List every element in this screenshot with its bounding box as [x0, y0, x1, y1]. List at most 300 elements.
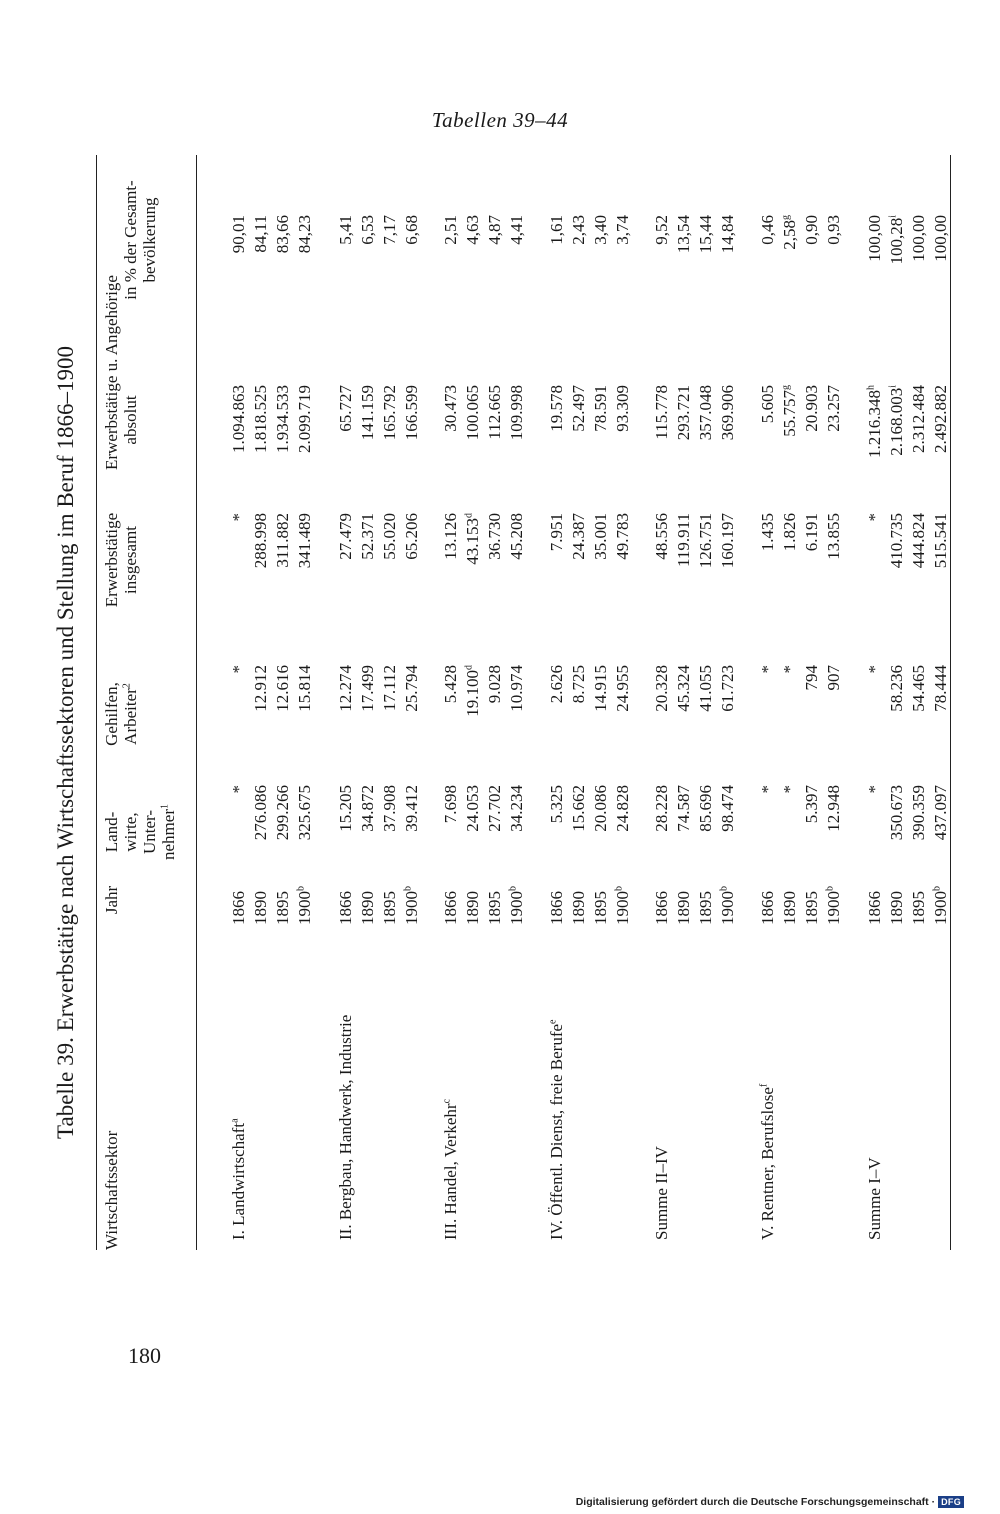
- cell-year-value: 1890: [887, 891, 906, 925]
- cell-year-value: 1900: [507, 891, 526, 925]
- cell-abs-value: 369.906: [718, 385, 737, 441]
- cell-geh-value: 20.328: [652, 665, 671, 712]
- cell-year: [651, 891, 673, 925]
- cell-year-value: 1866: [547, 891, 566, 925]
- table-row: [908, 155, 930, 1330]
- cell-abs-value: 23.257: [824, 385, 843, 432]
- cell-geh: [484, 665, 506, 703]
- cell-pct: [440, 215, 462, 245]
- cell-pct: [673, 215, 695, 253]
- cell-erw-value: 48.556: [652, 513, 671, 560]
- sector-label-text: IV. Öffentl. Dienst, freie Berufe: [547, 1023, 566, 1240]
- cell-abs-footnote: i: [887, 385, 899, 388]
- cell-land-value: 276.086: [251, 785, 270, 841]
- cell-land: [590, 785, 612, 832]
- cell-geh-value: 58.236: [887, 665, 906, 712]
- cell-year-footnote: b: [295, 886, 307, 891]
- cell-pct: [864, 215, 886, 262]
- cell-year: [484, 891, 506, 925]
- cell-year-value: 1895: [591, 891, 610, 925]
- cell-erw: [590, 513, 612, 560]
- header-gehilfen-line1: Gehilfen,: [102, 682, 121, 746]
- cell-geh: [801, 665, 823, 691]
- cell-geh-value: 12.274: [336, 665, 355, 712]
- cell-geh: [673, 665, 695, 712]
- rotated-table: [46, 155, 956, 1330]
- table-row: [484, 155, 506, 1330]
- sector-label-text: Summe I–V: [865, 1157, 884, 1240]
- cell-year: [568, 891, 590, 925]
- table-row: [440, 155, 462, 1330]
- cell-pct-value: 2,58: [780, 220, 799, 250]
- cell-land-value: 15.662: [569, 785, 588, 832]
- cell-abs: [779, 385, 801, 437]
- cell-year: [779, 891, 801, 925]
- cell-abs-value: 100.065: [463, 385, 482, 441]
- cell-abs: [695, 385, 717, 440]
- cell-land-value: *: [758, 785, 777, 794]
- cell-erw: [864, 513, 886, 522]
- cell-year-value: 1900: [824, 891, 843, 925]
- cell-geh-value: *: [758, 665, 777, 674]
- cell-abs: [506, 385, 528, 440]
- sector-footnote: f: [758, 1083, 770, 1088]
- cell-pct: [801, 215, 823, 245]
- cell-erw: [779, 513, 801, 551]
- cell-pct: [484, 215, 506, 245]
- cell-erw-value: 13.855: [824, 513, 843, 560]
- cell-pct: [612, 215, 634, 245]
- table-row: [757, 155, 779, 1330]
- cell-geh: [612, 665, 634, 712]
- cell-abs-value: 52.497: [569, 385, 588, 432]
- cell-erw-value: 444.824: [909, 513, 928, 569]
- cell-geh: [401, 665, 423, 712]
- cell-land-value: 24.828: [613, 785, 632, 832]
- cell-year-value: 1900: [613, 891, 632, 925]
- cell-land: [612, 785, 634, 832]
- sector-label-text: V. Rentner, Berufslose: [758, 1087, 777, 1240]
- cell-geh-value: 78.444: [931, 665, 950, 712]
- cell-abs-value: 166.599: [402, 385, 421, 441]
- table-title: Tabelle 39. Erwerbstätige nach Wirtschaftssektoren und Stellung im Beruf 1866–1900: [53, 346, 78, 1139]
- cell-year: [930, 886, 952, 925]
- cell-abs-value: 30.473: [441, 385, 460, 432]
- cell-geh: [228, 665, 250, 674]
- cell-pct-value: 5,41: [336, 215, 355, 245]
- cell-land-value: 37.908: [380, 785, 399, 832]
- cell-year-footnote: b: [718, 886, 730, 891]
- cell-geh: [272, 665, 294, 712]
- cell-land-value: *: [229, 785, 248, 794]
- cell-erw: [357, 513, 379, 560]
- header-gehilfen-text: Arbeiter: [121, 688, 140, 745]
- table-row: [335, 155, 357, 1330]
- cell-geh: [294, 665, 316, 712]
- cell-abs: [462, 385, 484, 440]
- cell-year-value: 1866: [441, 891, 460, 925]
- cell-year: [864, 891, 886, 925]
- cell-land: [484, 785, 506, 832]
- cell-erw: [612, 513, 634, 560]
- cell-land: [546, 785, 568, 823]
- cell-pct: [462, 215, 484, 245]
- cell-abs: [801, 385, 823, 432]
- cell-erw: [695, 513, 717, 568]
- table-row: [695, 155, 717, 1330]
- header-landwirte-text: nehmer: [159, 809, 178, 860]
- cell-geh: [379, 665, 401, 711]
- header-erwerbstaetige: [102, 495, 140, 625]
- header-landwirte-line4: [159, 782, 178, 882]
- cell-year: [462, 891, 484, 925]
- cell-erw-value: *: [865, 513, 884, 522]
- sector-label-text: III. Handel, Verkehr: [441, 1103, 460, 1240]
- table-row: [546, 155, 568, 1330]
- cell-abs: [612, 385, 634, 432]
- cell-erw: [886, 513, 908, 568]
- cell-geh: [568, 665, 590, 703]
- cell-abs: [335, 385, 357, 432]
- cell-year-value: 1866: [652, 891, 671, 925]
- cell-land: [864, 785, 886, 794]
- header-gehilfen-line2: [121, 654, 140, 774]
- cell-year-value: 1890: [463, 891, 482, 925]
- cell-erw: [250, 513, 272, 568]
- cell-year: [546, 891, 568, 925]
- cell-year-footnote: b: [613, 886, 625, 891]
- cell-pct-value: 6,53: [358, 215, 377, 245]
- cell-year-value: 1895: [802, 891, 821, 925]
- cell-pct-value: 100,00: [865, 215, 884, 262]
- cell-pct: [335, 215, 357, 245]
- cell-pct: [908, 215, 930, 262]
- cell-erw-value: 160.197: [718, 513, 737, 569]
- cell-erw: [546, 513, 568, 551]
- cell-erw: [294, 513, 316, 568]
- cell-pct: [568, 215, 590, 245]
- header-landwirte-line1: Land-: [102, 811, 121, 853]
- table-row: [612, 155, 634, 1330]
- cell-geh-value: *: [865, 665, 884, 674]
- running-head: Tabellen 39–44: [431, 108, 569, 132]
- cell-geh-value: 45.324: [674, 665, 693, 712]
- cell-pct: [546, 215, 568, 245]
- cell-abs-value: 115.778: [652, 385, 671, 440]
- cell-erw: [651, 513, 673, 560]
- cell-geh: [717, 665, 739, 712]
- cell-abs: [673, 385, 695, 440]
- table-row: [717, 155, 739, 1330]
- cell-geh: [250, 665, 272, 712]
- cell-year: [272, 891, 294, 925]
- cell-year: [908, 891, 930, 925]
- cell-abs-value: 1.934.533: [273, 385, 292, 453]
- cell-pct-value: 4,63: [463, 215, 482, 245]
- cell-pct: [401, 215, 423, 245]
- cell-pct: [294, 215, 316, 253]
- cell-erw-value: 27.479: [336, 513, 355, 560]
- cell-pct-value: 4,41: [507, 215, 526, 245]
- cell-abs-footnote: h: [865, 385, 877, 390]
- cell-pct: [823, 215, 845, 245]
- cell-abs-value: 1.818.525: [251, 385, 270, 453]
- cell-erw: [908, 513, 930, 568]
- cell-geh-value: 54.465: [909, 665, 928, 712]
- cell-pct-value: 15,44: [696, 215, 715, 254]
- cell-year-value: 1895: [380, 891, 399, 925]
- cell-year-value: 1890: [780, 891, 799, 925]
- cell-abs-value: 112.665: [485, 385, 504, 440]
- cell-abs-value: 2.312.484: [909, 385, 928, 453]
- cell-pct-value: 0,90: [802, 215, 821, 245]
- cell-erw-value: 13.126: [441, 513, 460, 560]
- cell-abs-value: 165.792: [380, 385, 399, 441]
- header-gehilfen-footnote: 2: [121, 683, 133, 689]
- sector-footnote: c: [441, 1098, 453, 1104]
- cell-abs-value: 65.727: [336, 385, 355, 432]
- cell-year-value: 1895: [485, 891, 504, 925]
- cell-geh: [864, 665, 886, 674]
- cell-abs-value: 93.309: [613, 385, 632, 432]
- cell-geh-value: 5.428: [441, 665, 460, 704]
- cell-geh: [908, 665, 930, 712]
- header-rule: [196, 155, 197, 1250]
- cell-geh: [757, 665, 779, 674]
- cell-geh-value: 9.028: [485, 665, 504, 704]
- cell-land: [357, 785, 379, 832]
- cell-year: [250, 891, 272, 925]
- page-number: 180: [128, 1343, 161, 1368]
- table-row: [801, 155, 823, 1330]
- cell-year-value: 1895: [909, 891, 928, 925]
- cell-geh-value: *: [780, 665, 799, 674]
- cell-geh: [357, 665, 379, 712]
- cell-geh: [440, 665, 462, 703]
- cell-erw: [673, 513, 695, 567]
- cell-year: [357, 891, 379, 925]
- cell-pct-value: 13,54: [674, 215, 693, 254]
- cell-geh-value: 10.974: [507, 665, 526, 712]
- cell-erw-value: 288.998: [251, 513, 270, 569]
- cell-pct-value: 2,43: [569, 215, 588, 245]
- cell-geh: [779, 665, 801, 674]
- cell-erw-value: 515.541: [931, 513, 950, 569]
- table-row: [590, 155, 612, 1330]
- cell-erw-footnote: d: [463, 513, 475, 518]
- cell-geh-footnote: d: [463, 665, 475, 670]
- table-row: [568, 155, 590, 1330]
- cell-abs: [930, 385, 952, 453]
- cell-geh: [695, 665, 717, 712]
- cell-year: [801, 891, 823, 925]
- header-erw-line1: Erwerbstätige: [102, 512, 121, 608]
- cell-year-value: 1900: [402, 891, 421, 925]
- sector-label-text: II. Bergbau, Handwerk, Industrie: [336, 1014, 355, 1240]
- dfg-logo: DFG: [938, 1496, 964, 1508]
- cell-land-value: 24.053: [463, 785, 482, 832]
- cell-year-footnote: b: [931, 886, 943, 891]
- cell-pct-footnote: i: [887, 215, 899, 218]
- cell-pct-value: 3,74: [613, 215, 632, 245]
- sector-label-text: I. Landwirtschaft: [229, 1122, 248, 1240]
- cell-erw: [568, 513, 590, 560]
- cell-erw-value: 1.435: [758, 513, 777, 552]
- cell-year: [590, 891, 612, 925]
- cell-year: [695, 891, 717, 925]
- cell-abs: [228, 385, 250, 453]
- header-landwirte: [102, 782, 178, 882]
- cell-land: [401, 785, 423, 832]
- header-percent: [121, 160, 159, 320]
- cell-erw: [440, 513, 462, 560]
- cell-pct: [379, 215, 401, 245]
- cell-erw-value: 6.191: [802, 513, 821, 552]
- cell-land: [228, 785, 250, 794]
- sector-label-text: Summe II–IV: [652, 1146, 671, 1240]
- cell-pct: [590, 215, 612, 245]
- cell-land: [568, 785, 590, 832]
- cell-land-value: 39.412: [402, 785, 421, 832]
- cell-land: [908, 785, 930, 840]
- table-row: [506, 155, 528, 1330]
- cell-pct-value: 9,52: [652, 215, 671, 245]
- cell-erw-value: 52.371: [358, 513, 377, 560]
- cell-land: [651, 785, 673, 832]
- cell-abs-value: 2.099.719: [295, 385, 314, 453]
- cell-year-value: 1890: [674, 891, 693, 925]
- cell-erw-value: 1.826: [780, 513, 799, 552]
- header-gehilfen: [102, 654, 140, 774]
- cell-pct: [717, 215, 739, 253]
- cell-abs-value: 5.605: [758, 385, 777, 424]
- cell-geh: [506, 665, 528, 712]
- cell-erw-value: 35.001: [591, 513, 610, 560]
- cell-year: [228, 891, 250, 925]
- cell-land: [757, 785, 779, 794]
- cell-year-value: 1866: [865, 891, 884, 925]
- cell-pct: [272, 215, 294, 253]
- cell-erw-value: 341.489: [295, 513, 314, 569]
- cell-year-value: 1866: [758, 891, 777, 925]
- header-erw-line2: insgesamt: [121, 526, 140, 594]
- cell-year-footnote: b: [824, 886, 836, 891]
- cell-year: [294, 886, 316, 925]
- cell-year-value: 1900: [931, 891, 950, 925]
- cell-pct-value: 2,51: [441, 215, 460, 245]
- cell-geh-value: 15.814: [295, 665, 314, 712]
- cell-year-footnote: b: [402, 886, 414, 891]
- cell-year-value: 1890: [358, 891, 377, 925]
- cell-land-value: 15.205: [336, 785, 355, 832]
- table-row: [462, 155, 484, 1330]
- table-row: [864, 155, 886, 1330]
- cell-abs: [886, 385, 908, 456]
- cell-erw-value: 36.730: [485, 513, 504, 560]
- table-row: [357, 155, 379, 1330]
- cell-abs: [484, 385, 506, 440]
- cell-pct-value: 6,68: [402, 215, 421, 245]
- cell-geh-value: 8.725: [569, 665, 588, 704]
- cell-year-footnote: b: [507, 886, 519, 891]
- cell-erw: [462, 513, 484, 565]
- cell-pct-value: 0,46: [758, 215, 777, 245]
- header-landwirte-footnote: 1: [159, 804, 171, 810]
- cell-land: [335, 785, 357, 832]
- cell-erw: [335, 513, 357, 560]
- bottom-rule: [950, 155, 951, 1250]
- cell-land: [779, 785, 801, 794]
- cell-abs: [823, 385, 845, 432]
- cell-land: [886, 785, 908, 840]
- cell-pct: [757, 215, 779, 245]
- cell-geh-value: 2.626: [547, 665, 566, 704]
- cell-geh-value: *: [229, 665, 248, 674]
- header-absolut: absolut: [121, 395, 140, 445]
- cell-erw: [401, 513, 423, 560]
- cell-land: [695, 785, 717, 832]
- cell-abs-value: 2.168.003: [887, 387, 906, 456]
- cell-abs-value: 19.578: [547, 385, 566, 432]
- cell-abs: [651, 385, 673, 440]
- cell-erw-value: *: [229, 513, 248, 522]
- cell-erw: [717, 513, 739, 568]
- header-shared: Erwerbstätige u. Angehörige: [102, 275, 121, 470]
- cell-land-value: 325.675: [295, 785, 314, 841]
- cell-land-value: 390.359: [909, 785, 928, 841]
- cell-land-value: 437.097: [931, 785, 950, 841]
- table-row: [228, 155, 250, 1330]
- cell-pct-value: 100,00: [931, 215, 950, 262]
- cell-pct-value: 100,00: [909, 215, 928, 262]
- table-row: [294, 155, 316, 1330]
- cell-land-value: 5.325: [547, 785, 566, 824]
- cell-abs: [379, 385, 401, 440]
- cell-year: [823, 886, 845, 925]
- cell-land-value: *: [780, 785, 799, 794]
- cell-land-value: 5.397: [802, 785, 821, 824]
- cell-geh-value: 41.055: [696, 665, 715, 712]
- cell-land: [379, 785, 401, 832]
- cell-pct: [506, 215, 528, 245]
- cell-erw: [506, 513, 528, 560]
- cell-abs: [272, 385, 294, 453]
- cell-land-value: 98.474: [718, 785, 737, 832]
- cell-land-value: 27.702: [485, 785, 504, 832]
- digitization-credit: [576, 1496, 964, 1508]
- cell-pct: [357, 215, 379, 245]
- cell-erw-value: 410.735: [887, 513, 906, 569]
- cell-erw: [930, 513, 952, 568]
- cell-abs: [294, 385, 316, 453]
- credit-text: Digitalisierung gefördert durch die Deutsche Forschungsgemeinschaft ·: [575, 1496, 936, 1508]
- cell-year: [379, 891, 401, 925]
- cell-abs: [440, 385, 462, 432]
- cell-land: [823, 785, 845, 832]
- cell-pct: [695, 215, 717, 253]
- cell-erw: [379, 513, 401, 560]
- cell-land-value: 350.673: [887, 785, 906, 841]
- header-landwirte-line2: wirte,: [121, 812, 140, 852]
- cell-pct-value: 84,23: [295, 215, 314, 254]
- sector-footnote: e: [547, 1019, 559, 1024]
- cell-geh: [590, 665, 612, 712]
- cell-erw-value: 45.208: [507, 513, 526, 560]
- cell-abs: [568, 385, 590, 432]
- cell-geh-value: 12.616: [273, 665, 292, 712]
- cell-erw-value: 55.020: [380, 513, 399, 560]
- cell-abs-value: 293.721: [674, 385, 693, 441]
